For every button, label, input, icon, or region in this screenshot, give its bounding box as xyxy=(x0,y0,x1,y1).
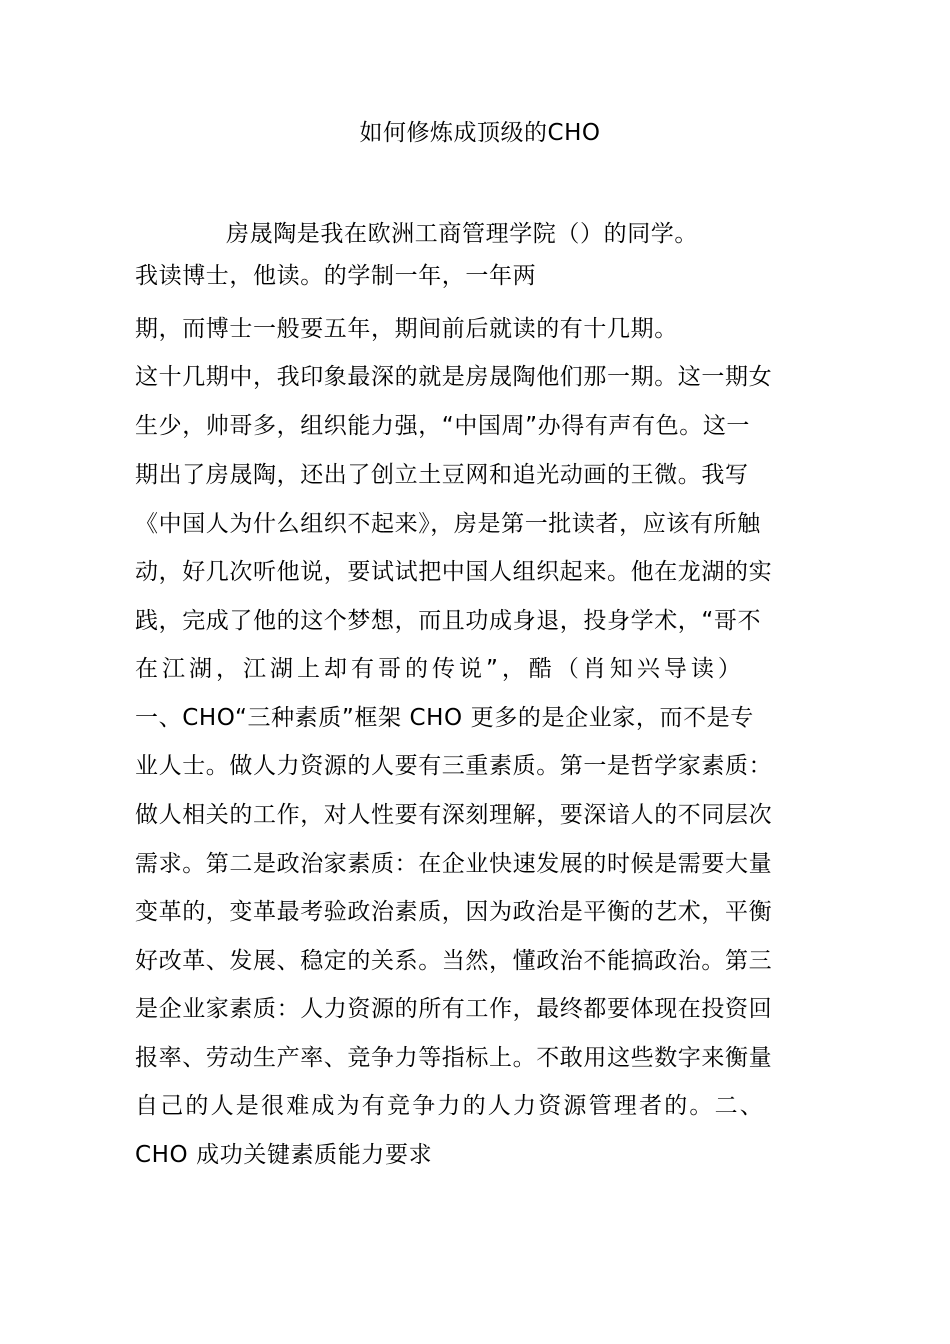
paragraph-line: 变革的，变革最考验政治素质，因为政治是平衡的艺术，平衡 xyxy=(135,899,773,925)
paragraph-line: 是企业家素质：人力资源的所有工作，最终都要体现在投资回 xyxy=(135,996,773,1022)
paragraph-line: 动，好几次听他说，要试试把中国人组织起来。他在龙湖的实 xyxy=(135,559,773,585)
paragraph-line: CHO 成功关键素质能力要求 xyxy=(135,1142,433,1168)
paragraph-line: 我读博士，他读。的学制一年，一年两 xyxy=(135,263,537,289)
paragraph-line: 一、CHO“三种素质”框架 CHO 更多的是企业家，而不是专 xyxy=(135,705,754,731)
paragraph-line: 业人士。做人力资源的人要有三重素质。第一是哲学家素质： xyxy=(135,753,773,779)
paragraph-line: 在江湖，江湖上却有哥的传说”，酷（肖知兴导读） xyxy=(135,656,745,682)
paragraph-line: 好改革、发展、稳定的关系。当然，懂政治不能搞政治。第三 xyxy=(135,948,773,974)
paragraph-line: 这十几期中，我印象最深的就是房晟陶他们那一期。这一期女 xyxy=(135,364,773,390)
paragraph-line: 践，完成了他的这个梦想，而且功成身退，投身学术，“哥不 xyxy=(135,608,762,634)
paragraph-line: 生少，帅哥多，组织能力强，“中国周”办得有声有色。这一 xyxy=(135,413,751,439)
paragraph-line: 报率、劳动生产率、竞争力等指标上。不敢用这些数字来衡量 xyxy=(135,1045,773,1071)
paragraph-line: 期出了房晟陶，还出了创立土豆网和追光动画的王微。我写 xyxy=(135,462,749,488)
paragraph-line: 房晟陶是我在欧洲工商管理学院（）的同学。 xyxy=(226,221,698,247)
paragraph-line: 《中国人为什么组织不起来》，房是第一批读者，应该有所触 xyxy=(135,511,761,537)
paragraph-line: 做人相关的工作，对人性要有深刻理解，要深谙人的不同层次 xyxy=(135,802,773,828)
paragraph-line: 需求。第二是政治家素质：在企业快速发展的时候是需要大量 xyxy=(135,851,773,877)
paragraph-line: 期，而博士一般要五年，期间前后就读的有十几期。 xyxy=(135,316,678,342)
paragraph-line: 自己的人是很难成为有竞争力的人力资源管理者的。二、 xyxy=(135,1093,765,1119)
document-title: 如何修炼成顶级的CHO xyxy=(359,120,601,146)
